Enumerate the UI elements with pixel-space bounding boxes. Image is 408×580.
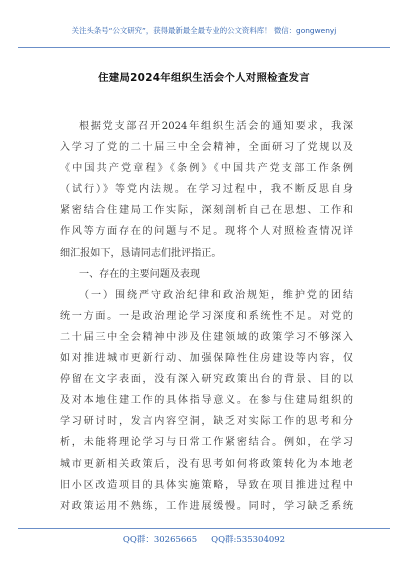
body-line: 二十届三中全会精神中涉及住建领域的政策学习不够深入 [60, 331, 353, 343]
footer-qq-group-2: QQ群:535304092 [211, 535, 286, 545]
header-rule [18, 47, 390, 48]
body-line: 紧密结合住建局工作实际，深刻剖析自己在思想、工作和 [60, 205, 353, 217]
body-line: 对政策运用不熟练，工作进展缓慢。同时，学习缺乏系统 [60, 500, 353, 512]
body-line: 《中国共产党章程》《条例》《中国共产党支部工作条例 [60, 163, 353, 175]
body-line: 统一方面。一是政治理论学习深度和系统性不足。对党的 [60, 310, 353, 322]
body-line: 学习研讨时，发言内容空洞，缺乏对实际工作的思考和分 [60, 416, 353, 428]
body-line: 旧小区改造项目的具体实施策略，导致在项目推进过程中 [60, 479, 353, 491]
body-line: （一）围绕严守政治纪律和政治规矩，维护党的团结 [79, 289, 353, 301]
footer-qq-group-1: QQ群：30265665 [122, 535, 198, 545]
footer [0, 532, 408, 548]
body-line: 析，未能将理论学习与日常工作紧密结合。例如，在学习 [60, 437, 353, 449]
body-line: 停留在文字表面，没有深入研究政策出台的背景、目的以 [60, 374, 353, 386]
body-line: 细汇报如下，恳请同志们批评指正。 [60, 247, 222, 259]
body-line: 作风等方面存在的问题与不足。现将个人对照检查情况详 [60, 226, 353, 238]
body-line: 及对本地住建工作的具体指导意义。在参与住建局组织的 [60, 395, 353, 407]
body-line: 根据党支部召开2024年组织生活会的通知要求，我深 [79, 121, 353, 132]
body-line: 如对推进城市更新行动、加强保障性住房建设等内容，仅 [60, 353, 353, 365]
footer-rule [18, 528, 390, 529]
document-body [60, 116, 353, 517]
header-banner: 关注头条号“公文研究”，获得最新最全最专业的公文资料库！ 微信：gongwenyj [71, 26, 337, 35]
body-line: 城市更新相关政策后，没有思考如何将政策转化为本地老 [60, 458, 353, 470]
body-line: 入学习了党的二十届三中全会精神，全面研习了党规以及 [60, 142, 353, 154]
body-line: 一、存在的主要问题及表现 [79, 268, 201, 280]
body-line: （试行）》等党内法规。在学习过程中，我不断反思自身 [60, 184, 353, 196]
document-title: 住建局2024年组织生活会个人对照检查发言 [98, 72, 310, 84]
